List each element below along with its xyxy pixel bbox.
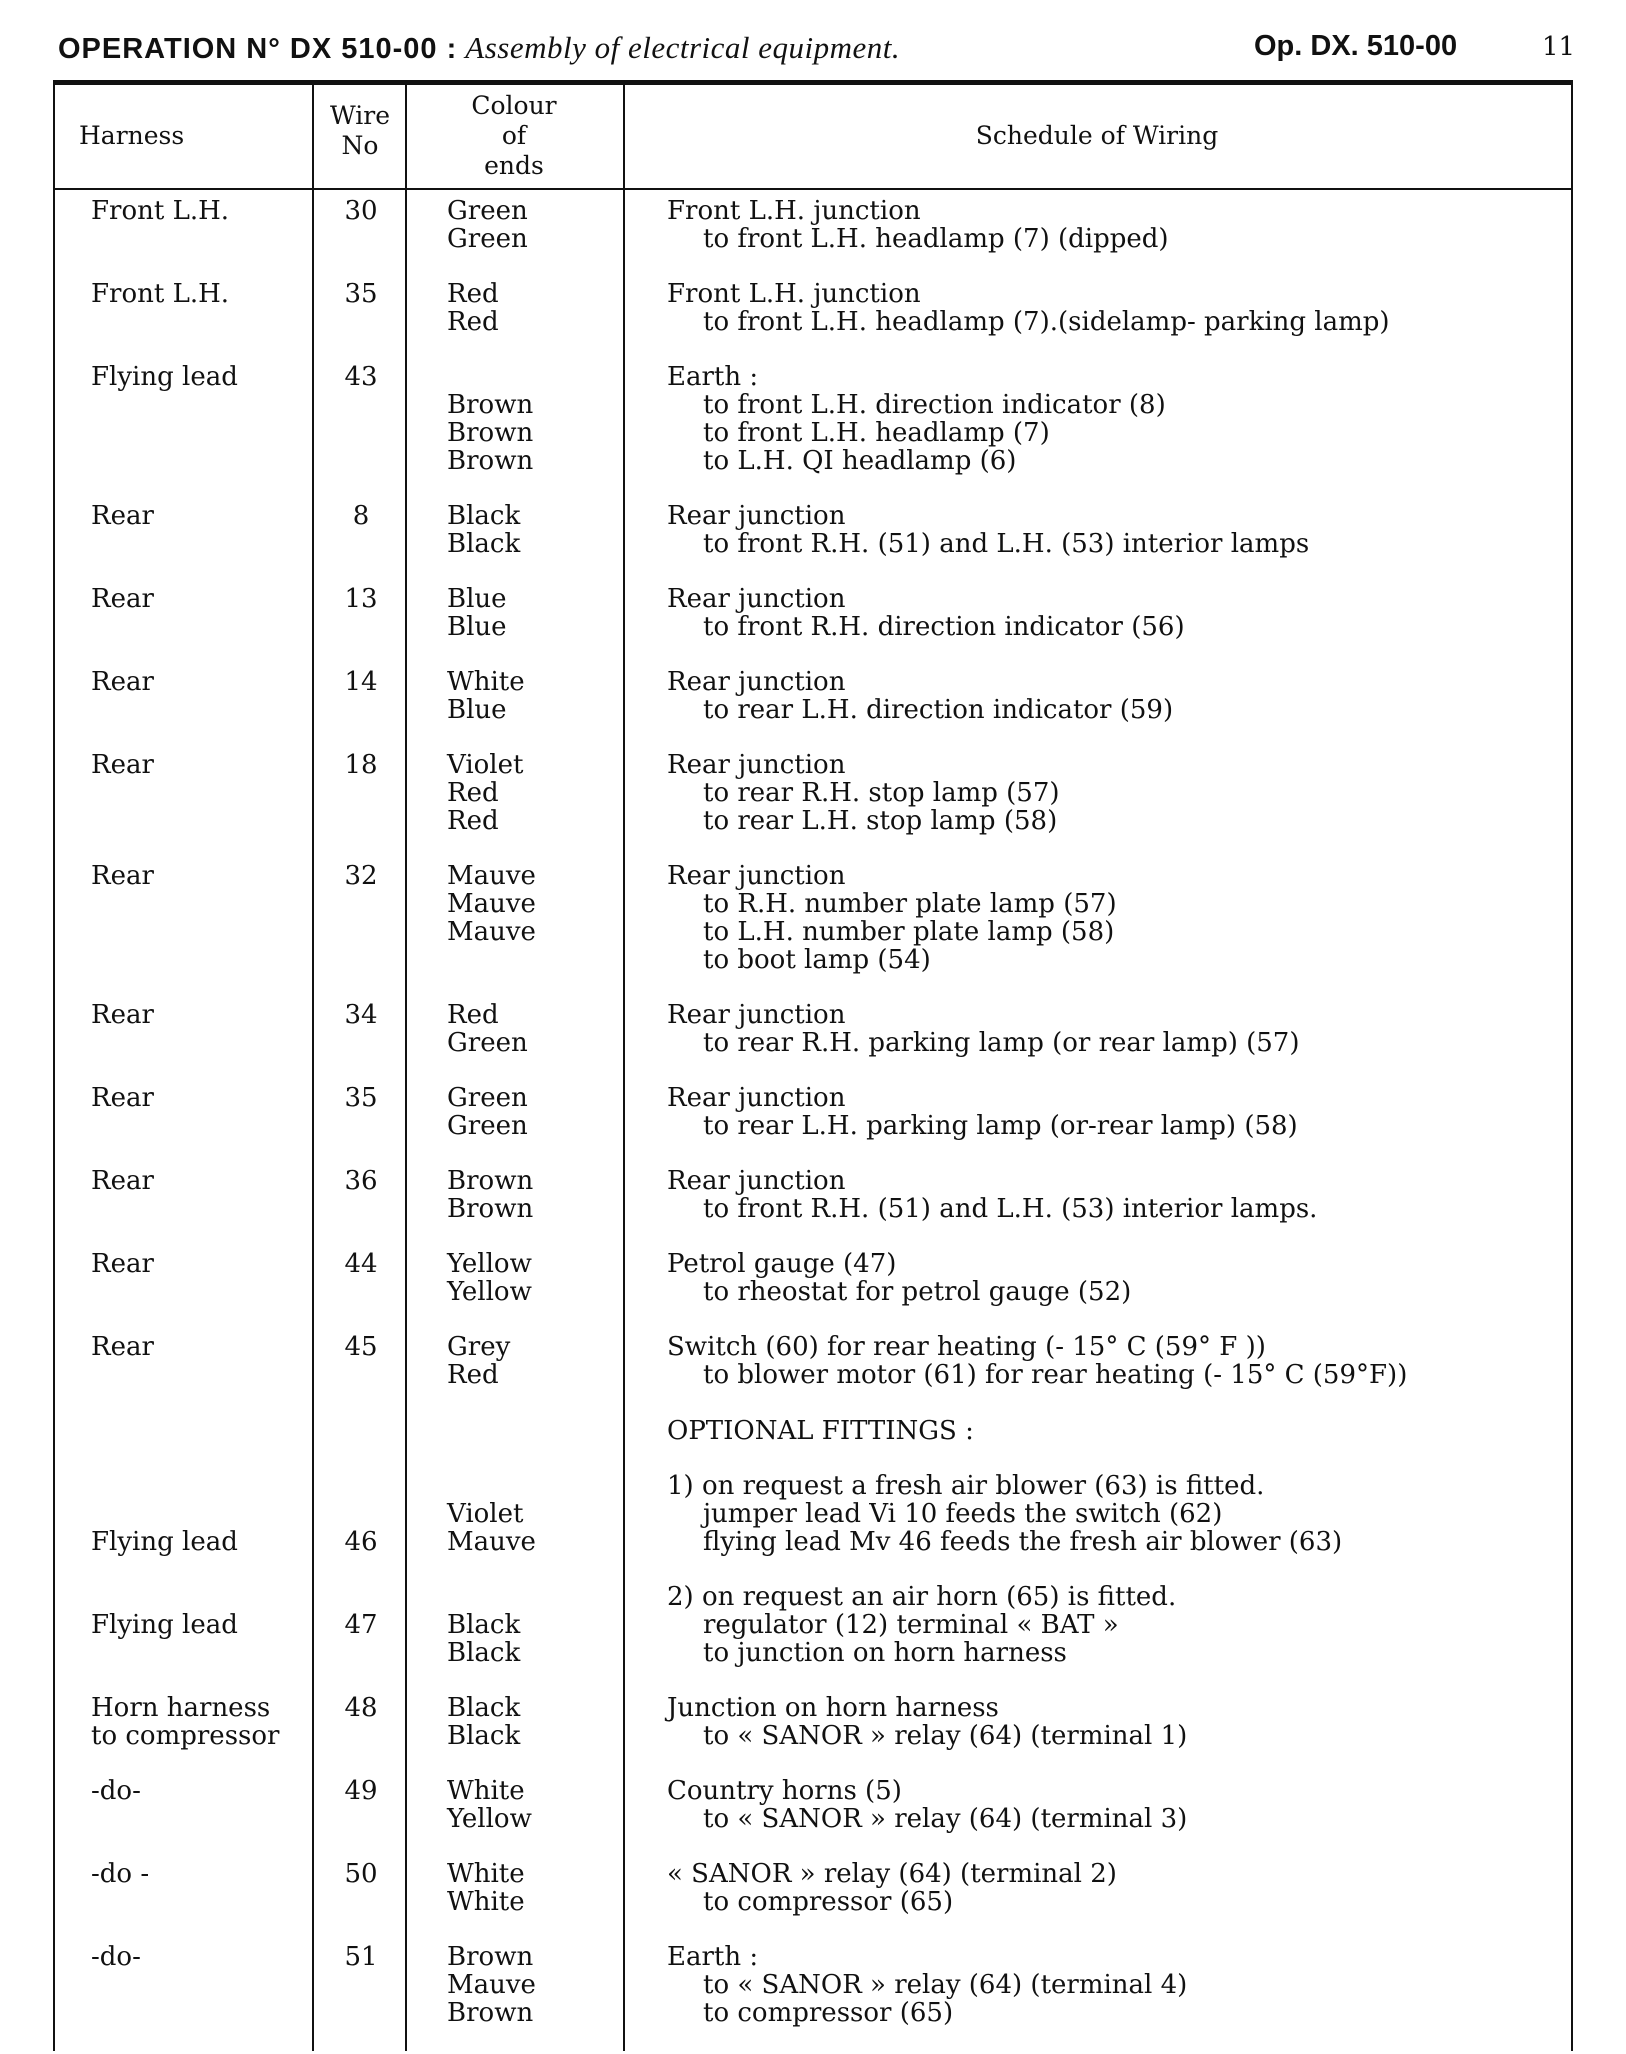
- table-row: [55, 1472, 1571, 1556]
- table-row: [55, 280, 1571, 336]
- colour-cell: [447, 363, 617, 475]
- colour-cell-line: Red: [447, 1000, 499, 1030]
- harness-cell-line: Rear: [91, 1332, 154, 1362]
- table-row: [55, 862, 1571, 974]
- schedule-cell: [667, 502, 1567, 558]
- colour-cell-line: Blue: [447, 612, 507, 642]
- schedule-line: to « SANOR » relay (64) (terminal 1): [703, 1721, 1188, 1751]
- schedule-line: Earth :: [667, 362, 759, 392]
- schedule-line: to rear R.H. stop lamp (57): [703, 778, 1060, 808]
- colour-cell-line: Red: [447, 279, 499, 309]
- schedule-cell: [667, 1250, 1567, 1306]
- column-header-harness: Harness: [79, 121, 185, 150]
- wire-number-cell: [315, 363, 407, 391]
- harness-cell-line: Front L.H.: [91, 196, 230, 226]
- harness-cell-line: [91, 1583, 301, 1611]
- wire-number-cell: [315, 862, 407, 890]
- schedule-line: Rear junction: [667, 750, 846, 780]
- schedule-line: to R.H. number plate lamp (57): [703, 889, 1117, 919]
- colour-cell-line: White: [447, 1859, 525, 1889]
- table-row: [55, 1333, 1571, 1445]
- table-row: [55, 1250, 1571, 1306]
- wire-number-cell-line: 8: [352, 501, 370, 531]
- colour-cell-line: Mauve: [447, 861, 536, 891]
- table-row: [55, 668, 1571, 724]
- wire-number-cell-line: 50: [344, 1859, 378, 1889]
- wire-number-cell-line: 47: [344, 1610, 378, 1640]
- header-rule: [55, 188, 1571, 190]
- wire-number-cell-line: 45: [344, 1332, 378, 1362]
- table-row: [55, 751, 1571, 835]
- harness-cell-line: Flying lead: [91, 1527, 238, 1557]
- colour-cell-line: Red: [447, 307, 499, 337]
- schedule-line: to rear L.H. parking lamp (or-rear lamp) (58): [703, 1111, 1298, 1141]
- table-row: [55, 585, 1571, 641]
- schedule-line: to front R.H. (51) and L.H. (53) interior lamps.: [703, 1194, 1318, 1224]
- harness-cell: [91, 1333, 301, 1361]
- schedule-line: Rear junction: [667, 1166, 846, 1196]
- schedule-line: [667, 1389, 1567, 1417]
- colour-cell-line: Black: [447, 1610, 521, 1640]
- wire-number-cell-line: 14: [344, 667, 378, 697]
- wire-number-cell-line: 49: [344, 1776, 378, 1806]
- harness-cell-line: Horn harness: [91, 1693, 271, 1723]
- harness-cell: [91, 1777, 301, 1805]
- wire-number-cell: [315, 668, 407, 696]
- table-row: [55, 1860, 1571, 1916]
- column-header-colour-of-ends: [407, 91, 621, 181]
- harness-cell-line: Rear: [91, 584, 154, 614]
- wire-number-cell: [315, 1333, 407, 1361]
- colour-cell-line: Yellow: [447, 1277, 532, 1307]
- column-header-wire-no: [315, 101, 405, 161]
- schedule-cell: [667, 1777, 1567, 1833]
- wire-number-cell-line: 36: [344, 1166, 378, 1196]
- harness-cell-line: -do-: [91, 1942, 141, 1972]
- schedule-cell: [667, 1167, 1567, 1223]
- wire-number-cell: [315, 1583, 407, 1639]
- schedule-line: Rear junction: [667, 1000, 846, 1030]
- harness-cell: [91, 1943, 301, 1971]
- schedule-line: to « SANOR » relay (64) (terminal 3): [703, 1804, 1188, 1834]
- colour-cell-line: Brown: [447, 418, 534, 448]
- schedule-line: Switch (60) for rear heating (- 15° C (59° F )): [667, 1332, 1266, 1362]
- schedule-cell: [667, 751, 1567, 835]
- harness-cell-line: Front L.H.: [91, 279, 230, 309]
- colour-cell-line: Black: [447, 1693, 521, 1723]
- colour-cell-line: Red: [447, 778, 499, 808]
- schedule-line: to rheostat for petrol gauge (52): [703, 1277, 1132, 1307]
- schedule-line: to L.H. QI headlamp (6): [703, 446, 1017, 476]
- harness-cell: [91, 1001, 301, 1029]
- harness-cell: [91, 197, 301, 225]
- harness-cell-line: to compressor: [91, 1721, 280, 1751]
- schedule-line: Earth :: [667, 1942, 759, 1972]
- schedule-line: flying lead Mv 46 feeds the fresh air blower (63): [703, 1527, 1343, 1557]
- harness-cell-line: Flying lead: [91, 1610, 238, 1640]
- schedule-cell: [667, 585, 1567, 641]
- harness-cell: [91, 751, 301, 779]
- harness-cell-line: [91, 1500, 301, 1528]
- colour-cell-line: [447, 1472, 617, 1500]
- wire-number-cell: [315, 1694, 407, 1722]
- wire-number-cell-line: [315, 1472, 407, 1500]
- harness-cell: [91, 1472, 301, 1556]
- colour-cell-line: Brown: [447, 1194, 534, 1224]
- schedule-line: Front L.H. junction: [667, 279, 921, 309]
- colour-cell-line: Red: [447, 806, 499, 836]
- schedule-line: to compressor (65): [703, 1998, 954, 2028]
- wire-number-cell-line: 46: [344, 1527, 378, 1557]
- harness-cell: [91, 1250, 301, 1278]
- table-row: [55, 1943, 1571, 2027]
- wire-number-cell-line: 48: [344, 1693, 378, 1723]
- schedule-line: to front L.H. headlamp (7): [703, 418, 1050, 448]
- colour-cell-line: Blue: [447, 695, 507, 725]
- wire-number-cell-line: 35: [344, 279, 378, 309]
- schedule-line: Petrol gauge (47): [667, 1249, 897, 1279]
- colour-cell: [447, 585, 617, 641]
- column-header-schedule: Schedule of Wiring: [975, 121, 1219, 150]
- colour-cell-line: Brown: [447, 1942, 534, 1972]
- table-row: [55, 502, 1571, 558]
- schedule-line: 2) on request an air horn (65) is fitted.: [667, 1582, 1177, 1612]
- colour-cell-line: White: [447, 667, 525, 697]
- schedule-line: Rear junction: [667, 667, 846, 697]
- wire-number-cell: [315, 280, 407, 308]
- schedule-line: to « SANOR » relay (64) (terminal 4): [703, 1970, 1188, 2000]
- schedule-line: to junction on horn harness: [703, 1638, 1067, 1668]
- page-number: 11: [1542, 32, 1576, 62]
- schedule-cell: [667, 1943, 1567, 2027]
- colour-cell-line: Mauve: [447, 1970, 536, 2000]
- harness-cell-line: Rear: [91, 1249, 154, 1279]
- schedule-line: to blower motor (61) for rear heating (- 15° C (59°F)): [703, 1360, 1408, 1390]
- schedule-line: to front R.H. (51) and L.H. (53) interior lamps: [703, 529, 1310, 559]
- harness-cell: [91, 1860, 301, 1888]
- operation-title: Assembly of electrical equipment.: [465, 30, 901, 65]
- colour-cell-line: Violet: [447, 750, 524, 780]
- harness-cell: [91, 668, 301, 696]
- table-row: [55, 1084, 1571, 1140]
- wire-number-cell-line: 30: [344, 196, 378, 226]
- colour-cell-line: Black: [447, 501, 521, 531]
- harness-cell-line: Rear: [91, 1166, 154, 1196]
- colour-cell-line: Yellow: [447, 1804, 532, 1834]
- page-header: [58, 30, 1578, 76]
- schedule-line: Front L.H. junction: [667, 196, 921, 226]
- colour-cell-line: Mauve: [447, 1527, 536, 1557]
- colour-cell: [447, 1167, 617, 1223]
- colour-cell-line: Yellow: [447, 1249, 532, 1279]
- schedule-line: to front L.H. headlamp (7).(sidelamp- parking lamp): [703, 307, 1390, 337]
- schedule-line: Rear junction: [667, 861, 846, 891]
- wire-number-cell: [315, 585, 407, 613]
- schedule-line: Rear junction: [667, 501, 846, 531]
- harness-cell: [91, 280, 301, 308]
- wire-number-cell: [315, 1860, 407, 1888]
- header-line: of: [501, 121, 527, 150]
- colour-cell: [447, 1943, 617, 2027]
- table-row: [55, 1583, 1571, 1667]
- harness-cell-line: Flying lead: [91, 362, 238, 392]
- table-row: [55, 1777, 1571, 1833]
- wire-number-cell: [315, 751, 407, 779]
- harness-cell: [91, 862, 301, 890]
- colour-cell-line: Red: [447, 1360, 499, 1390]
- schedule-line: to compressor (65): [703, 1887, 954, 1917]
- colour-cell-line: White: [447, 1776, 525, 1806]
- colour-cell-line: Brown: [447, 1166, 534, 1196]
- harness-cell-line: -do -: [91, 1859, 150, 1889]
- colour-cell: [447, 1333, 617, 1389]
- wire-number-cell-line: [315, 1583, 407, 1611]
- wire-number-cell: [315, 1084, 407, 1112]
- colour-cell-line: Mauve: [447, 917, 536, 947]
- harness-cell-line: Rear: [91, 1000, 154, 1030]
- colour-cell-line: Green: [447, 196, 528, 226]
- colour-cell-line: Brown: [447, 1998, 534, 2028]
- schedule-line: Country horns (5): [667, 1776, 902, 1806]
- colour-cell: [447, 197, 617, 253]
- schedule-cell: [667, 197, 1567, 253]
- colour-cell: [447, 1001, 617, 1057]
- schedule-line: jumper lead Vi 10 feeds the switch (62): [703, 1499, 1223, 1529]
- colour-cell-line: Brown: [447, 446, 534, 476]
- header-line: Wire: [330, 101, 390, 130]
- harness-cell: [91, 363, 301, 391]
- wiring-schedule-table: [53, 80, 1573, 2051]
- wire-number-cell-line: 18: [344, 750, 378, 780]
- colour-cell: [447, 1472, 617, 1556]
- colour-cell: [447, 280, 617, 336]
- schedule-line: to boot lamp (54): [703, 945, 931, 975]
- schedule-cell: [667, 1472, 1567, 1556]
- wire-number-cell: [315, 1777, 407, 1805]
- schedule-cell: [667, 1694, 1567, 1750]
- harness-cell-line: Rear: [91, 750, 154, 780]
- schedule-line: « SANOR » relay (64) (terminal 2): [667, 1859, 1117, 1889]
- colour-cell-line: Black: [447, 1721, 521, 1751]
- table-row: [55, 1694, 1571, 1750]
- colour-cell: [447, 1694, 617, 1750]
- schedule-line: regulator (12) terminal « BAT »: [703, 1610, 1119, 1640]
- harness-cell: [91, 1084, 301, 1112]
- schedule-line: Rear junction: [667, 584, 846, 614]
- harness-cell-line: [91, 1472, 301, 1500]
- header-line: No: [341, 131, 379, 160]
- colour-cell-line: Brown: [447, 390, 534, 420]
- colour-cell: [447, 502, 617, 558]
- colour-cell: [447, 1084, 617, 1140]
- wire-number-cell-line: 32: [344, 861, 378, 891]
- wire-number-cell: [315, 1250, 407, 1278]
- colour-cell: [447, 668, 617, 724]
- wire-number-cell: [315, 1943, 407, 1971]
- table-row: [55, 197, 1571, 253]
- schedule-cell: [667, 668, 1567, 724]
- wire-number-cell-line: 35: [344, 1083, 378, 1113]
- schedule-cell: [667, 363, 1567, 475]
- harness-cell: [91, 585, 301, 613]
- wire-number-cell-line: 34: [344, 1000, 378, 1030]
- schedule-line: Junction on horn harness: [667, 1693, 999, 1723]
- colour-cell-line: Blue: [447, 584, 507, 614]
- schedule-cell: [667, 280, 1567, 336]
- colour-cell-line: Green: [447, 1028, 528, 1058]
- colour-cell-line: Violet: [447, 1499, 524, 1529]
- schedule-line: to rear L.H. direction indicator (59): [703, 695, 1174, 725]
- harness-cell-line: Rear: [91, 1083, 154, 1113]
- colour-cell-line: Green: [447, 1083, 528, 1113]
- wire-number-cell: [315, 1167, 407, 1195]
- schedule-cell: [667, 1084, 1567, 1140]
- colour-cell-line: Mauve: [447, 889, 536, 919]
- colour-cell-line: Grey: [447, 1332, 511, 1362]
- schedule-line: to front R.H. direction indicator (56): [703, 612, 1185, 642]
- colour-cell-line: Black: [447, 529, 521, 559]
- wire-number-cell: [315, 1001, 407, 1029]
- wire-number-cell-line: 13: [344, 584, 378, 614]
- harness-cell-line: Rear: [91, 667, 154, 697]
- schedule-line: 1) on request a fresh air blower (63) is fitted.: [667, 1471, 1265, 1501]
- schedule-line: to rear R.H. parking lamp (or rear lamp) (57): [703, 1028, 1300, 1058]
- colour-cell: [447, 862, 617, 946]
- harness-cell-line: Rear: [91, 501, 154, 531]
- harness-cell: [91, 502, 301, 530]
- schedule-line: to front L.H. direction indicator (8): [703, 390, 1166, 420]
- harness-cell-line: -do-: [91, 1776, 141, 1806]
- table-row: [55, 363, 1571, 475]
- table-body: [55, 197, 1571, 2054]
- colour-cell-line: [447, 1583, 617, 1611]
- header-line: Colour: [471, 91, 557, 120]
- harness-cell: [91, 1167, 301, 1195]
- colour-cell-line: Green: [447, 224, 528, 254]
- table-row: [55, 1001, 1571, 1057]
- schedule-cell: [667, 1860, 1567, 1916]
- table-row: [55, 1167, 1571, 1223]
- header-line: ends: [484, 151, 544, 180]
- schedule-line: to L.H. number plate lamp (58): [703, 917, 1115, 947]
- schedule-cell: [667, 1001, 1567, 1057]
- colour-cell-line: Black: [447, 1638, 521, 1668]
- wire-number-cell: [315, 1472, 407, 1556]
- colour-cell: [447, 1860, 617, 1916]
- wire-number-cell: [315, 197, 407, 225]
- schedule-cell: [667, 1583, 1567, 1667]
- colour-cell: [447, 1250, 617, 1306]
- colour-cell-line: [447, 363, 617, 391]
- colour-cell-line: Green: [447, 1111, 528, 1141]
- schedule-line: OPTIONAL FITTINGS :: [667, 1416, 974, 1446]
- harness-cell: [91, 1694, 301, 1750]
- wire-number-cell-line: 44: [344, 1249, 378, 1279]
- harness-cell-line: Rear: [91, 861, 154, 891]
- schedule-cell: [667, 862, 1567, 974]
- harness-cell: [91, 1583, 301, 1639]
- colour-cell-line: White: [447, 1887, 525, 1917]
- wire-number-cell: [315, 502, 407, 530]
- colour-cell: [447, 1583, 617, 1667]
- operation-heading: [58, 30, 900, 66]
- operation-number: OPERATION N° DX 510-00 :: [58, 33, 458, 65]
- wire-number-cell-line: [315, 1500, 407, 1528]
- schedule-cell: [667, 1333, 1567, 1445]
- colour-cell: [447, 751, 617, 835]
- colour-cell: [447, 1777, 617, 1833]
- schedule-line: to front L.H. headlamp (7) (dipped): [703, 224, 1169, 254]
- wire-number-cell-line: 51: [344, 1942, 378, 1972]
- schedule-line: to rear L.H. stop lamp (58): [703, 806, 1058, 836]
- wire-number-cell-line: 43: [344, 362, 378, 392]
- schedule-line: Rear junction: [667, 1083, 846, 1113]
- operation-reference: Op. DX. 510-00: [1254, 30, 1458, 62]
